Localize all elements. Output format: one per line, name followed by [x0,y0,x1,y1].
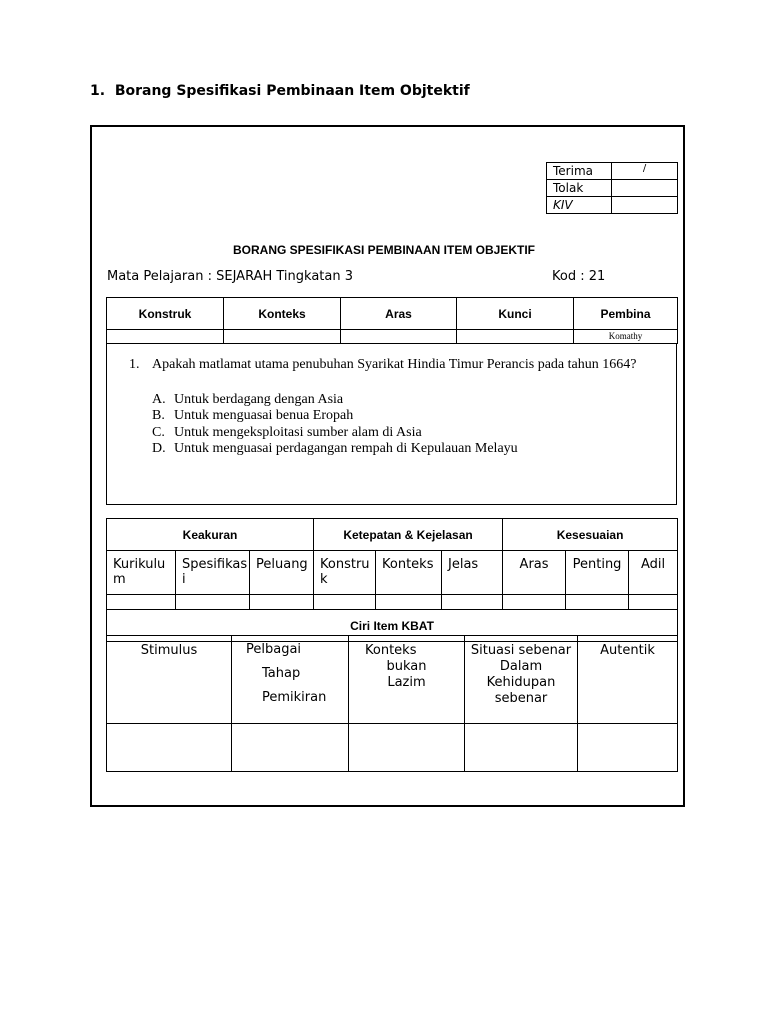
status-box [546,162,678,214]
criteria-kurikulum: Kurikulum [107,551,176,595]
kbat-stimulus: Stimulus [107,636,232,724]
spec-header-aras: Aras [341,298,457,330]
question-text [129,357,636,373]
question-box [106,344,677,505]
spec-header-konteks: Konteks [224,298,341,330]
form-title: BORANG SPESIFIKASI PEMBINAAN ITEM OBJEKTIF [232,243,536,257]
criteria-group-kesesuaian: Kesesuaian [503,519,678,551]
question-number: 1. [129,357,140,372]
criteria-spesifikasi: Spesifikasi [176,551,250,595]
status-label-kiv: KIV [547,197,612,214]
subject-line: Mata Pelajaran : SEJARAH Tingkatan 3 [107,269,353,284]
spec-header-kunci: Kunci [457,298,574,330]
kbat-title: Ciri Item KBAT [107,610,678,642]
option-a: A. Untuk berdagang dengan Asia [152,392,344,407]
criteria-mark-cell [176,595,250,610]
criteria-jelas: Jelas [442,551,503,595]
status-mark-tolak [612,180,678,197]
criteria-mark-cell [314,595,376,610]
criteria-mark-cell [376,595,442,610]
kbat-mark-cell [349,724,465,772]
criteria-aras: Aras [503,551,566,595]
criteria-adil: Adil [629,551,678,595]
spec-header-pembina: Pembina [574,298,678,330]
criteria-peluang: Peluang [250,551,314,595]
heading-text: Borang Spesifikasi Pembinaan Item Objtektif [114,83,470,99]
criteria-mark-cell [629,595,678,610]
code-line: Kod : 21 [552,269,606,284]
status-label-tolak: Tolak [547,180,612,197]
spec-table [106,297,678,344]
kbat-mark-cell [232,724,349,772]
status-mark-kiv [612,197,678,214]
criteria-penting: Penting [566,551,629,595]
criteria-konstruk: Konstruk [314,551,376,595]
kbat-mark-cell [465,724,578,772]
option-d: D. Untuk menguasai perdagangan rempah di Kepulauan Melayu [152,440,518,456]
criteria-mark-cell [250,595,314,610]
kbat-mark-cell [578,724,678,772]
status-mark-terima: / [612,163,678,180]
kbat-konteks-bukan-lazim: Konteks bukan Lazim [349,636,465,724]
option-b: B. Untuk menguasai benua Eropah [152,408,354,424]
status-label-terima: Terima [547,163,612,180]
spec-header-konstruk: Konstruk [107,298,224,330]
criteria-konteks: Konteks [376,551,442,595]
criteria-group-ketepatan: Ketepatan & Kejelasan [314,519,503,551]
kbat-table [106,635,678,772]
kbat-mark-cell [107,724,232,772]
kbat-autentik: Autentik [578,636,678,724]
criteria-mark-cell [442,595,503,610]
spec-value-konstruk [107,330,224,344]
criteria-mark-cell [566,595,629,610]
spec-value-pembina: Komathy [574,330,678,344]
kbat-situasi-sebenar: Situasi sebenar Dalam Kehidupan sebenar [465,636,578,724]
criteria-mark-cell [107,595,176,610]
question-stem: Apakah matlamat utama penubuhan Syarikat Hindia Timur Perancis pada tahun 1664? [152,357,637,372]
criteria-mark-cell [503,595,566,610]
criteria-group-keakuran: Keakuran [107,519,314,551]
spec-value-kunci [457,330,574,344]
spec-value-aras [341,330,457,344]
criteria-table [106,518,678,642]
heading-number: 1. [90,83,106,99]
option-c: C. Untuk mengeksploitasi sumber alam di Asia [152,424,422,440]
answer-options [152,392,518,457]
kbat-pelbagai-tahap-pemikiran: Pelbagai Tahap Pemikiran [232,636,349,724]
document-heading [90,83,470,99]
spec-value-konteks [224,330,341,344]
